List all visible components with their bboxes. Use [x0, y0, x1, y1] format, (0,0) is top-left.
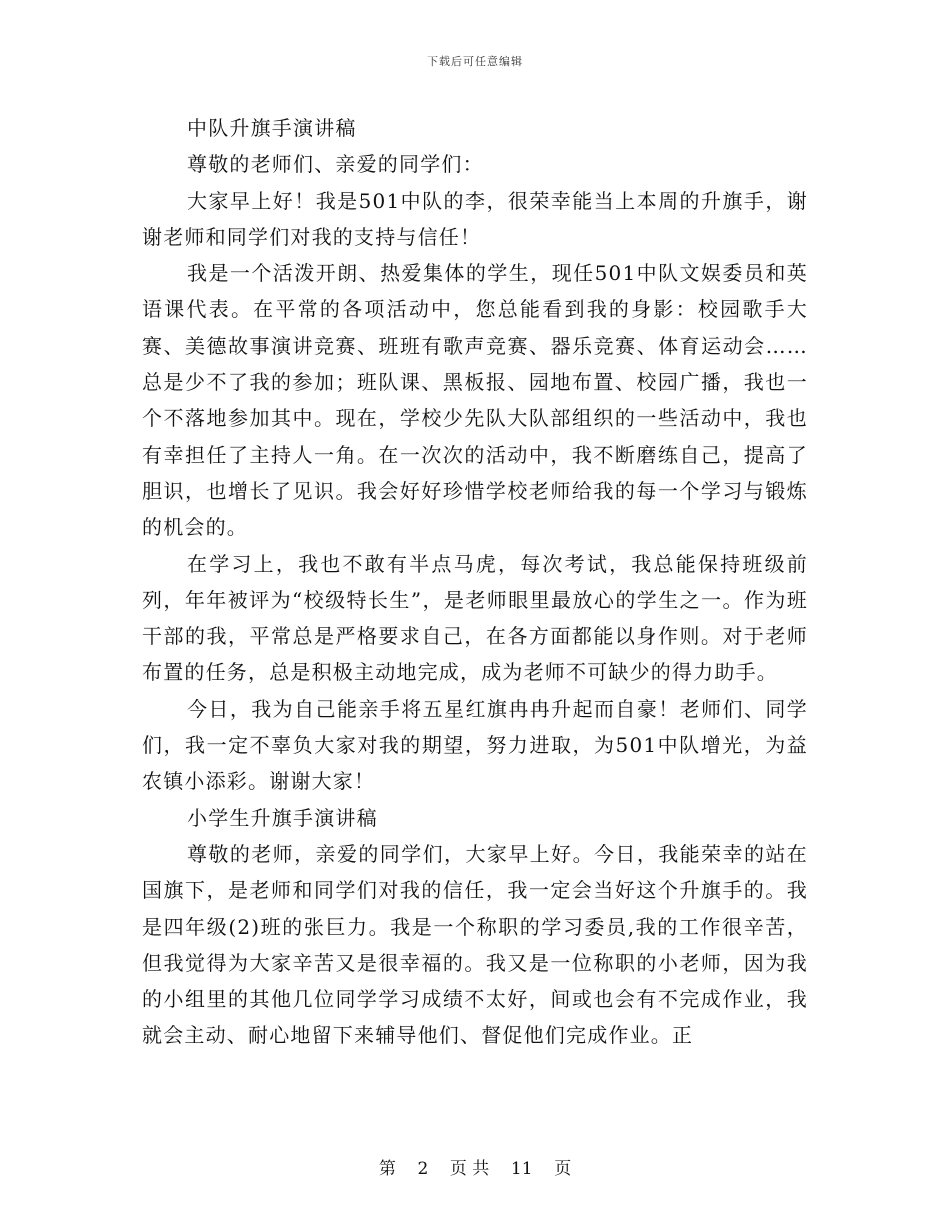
page-footer — [0, 1154, 950, 1179]
body-paragraph: 今日，我为自己能亲手将五星红旗冉冉升起而自豪！老师们、同学们，我一定不辜负大家对我的期望，努力进取，为501中队增光，为益农镇小添彩。谢谢大家！ — [142, 696, 808, 794]
footer-prefix: 第 — [378, 1159, 396, 1179]
body-paragraph: 尊敬的老师，亲爱的同学们，大家早上好。今日，我能荣幸的站在国旗下，是老师和同学们对我的信任，我一定会当好这个升旗手的。我是四年级(2)班的张巨力。我是一个称职的学习委员,我的工作很辛苦，但我觉得为大家辛苦又是很幸福的。我又是一位称职的小老师，因为我的小组里的其他几位同学学习成绩不太好，间或也会有不完成作业，我就会主动、耐心地留下来辅导他们、督促他们完成作业。正 — [142, 841, 808, 1048]
body-paragraph: 大家早上好！我是501中队的李，很荣幸能当上本周的升旗手，谢谢老师和同学们对我的支持与信任！ — [142, 188, 808, 249]
body-paragraph: 在学习上，我也不敢有半点马虎，每次考试，我总能保持班级前列，年年被评为“校级特长生”，是老师眼里最放心的学生之一。作为班干部的我，平常总是严格要求自己，在各方面都能以身作则。对于老师布置的任务，总是积极主动地完成，成为老师不可缺少的得力助手。 — [142, 551, 808, 685]
section-title-paragraph: 小学生升旗手演讲稿 — [187, 805, 378, 830]
page-header: 下载后可任意编辑 — [427, 55, 523, 68]
footer-suffix: 页 — [554, 1159, 572, 1179]
footer-middle: 页 共 — [449, 1159, 490, 1179]
salutation-paragraph: 尊敬的老师们、亲爱的同学们： — [187, 152, 484, 177]
body-paragraph: 我是一个活泼开朗、热爱集体的学生，现任501中队文娱委员和英语课代表。在平常的各项活动中，您总能看到我的身影：校园歌手大赛、美德故事演讲竞赛、班班有歌声竞赛、器乐竞赛、体育运动会……总是少不了我的参加；班队课、黑板报、园地布置、校园广播，我也一个不落地参加其中。现在，学校少先队大队部组织的一些活动中，我也有幸担任了主持人一角。在一次次的活动中，我不断磨练自己，提高了胆识，也增长了见识。我会好好珍惜学校老师给我的每一个学习与锻炼的机会的。 — [142, 261, 808, 540]
document-body — [142, 110, 808, 1054]
footer-total-pages: 11 — [510, 1159, 533, 1179]
footer-current-page: 2 — [417, 1159, 429, 1179]
section-title-paragraph: 中队升旗手演讲稿 — [187, 116, 357, 140]
